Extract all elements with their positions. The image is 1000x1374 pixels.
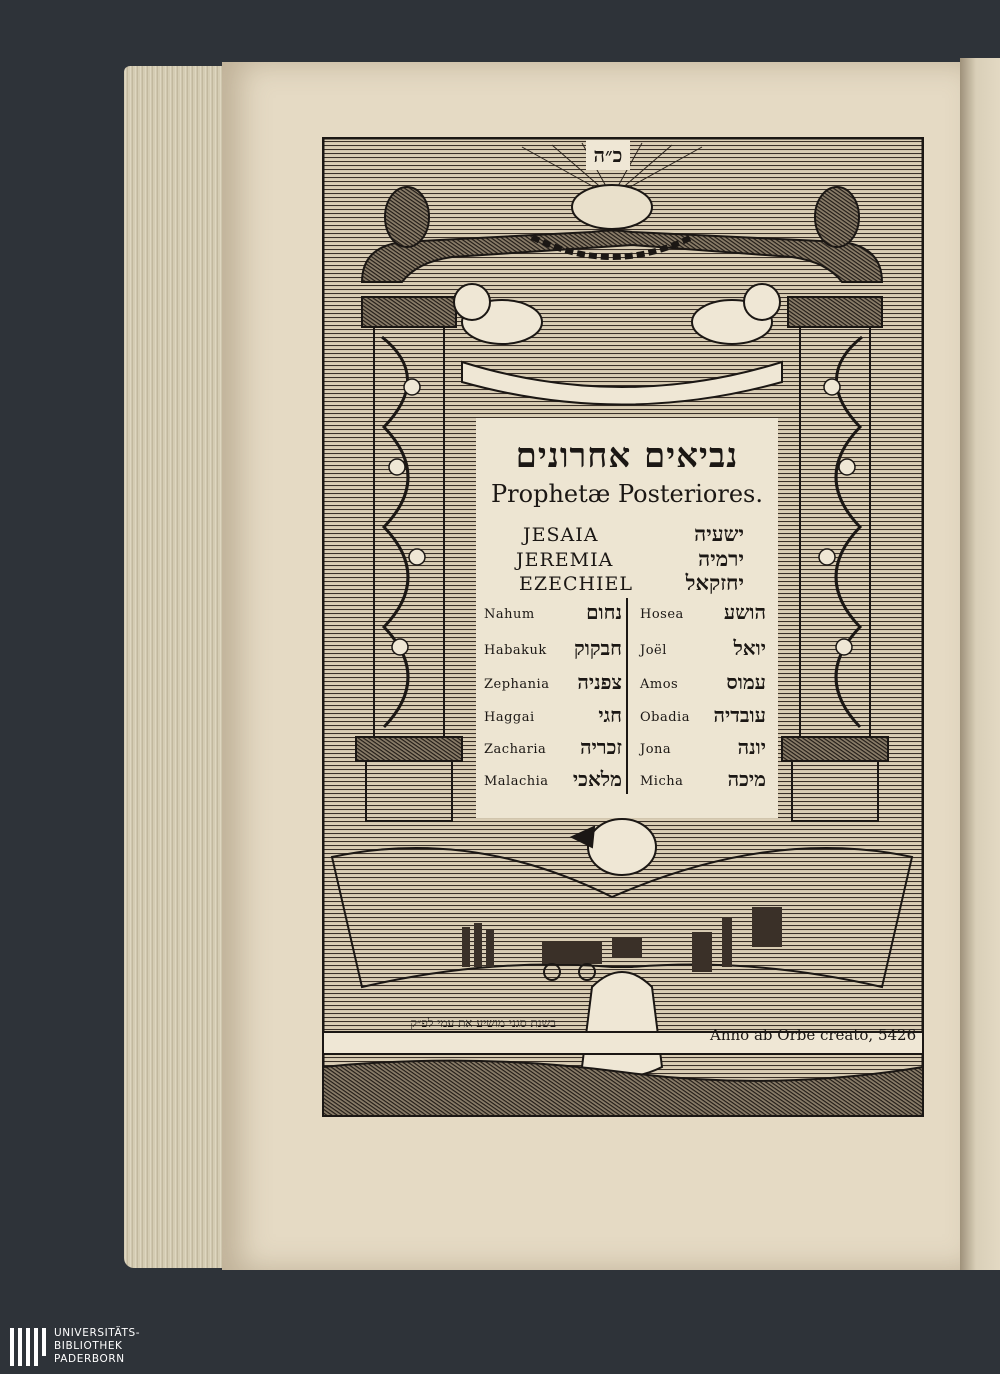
minor-prophet-hebrew: מיכה [727, 767, 766, 791]
minor-prophet-latin: Amos [640, 677, 679, 692]
column-divider [626, 598, 628, 794]
minor-prophet-hebrew: חגי [598, 703, 622, 727]
minor-prophet-hebrew: נחום [586, 600, 622, 624]
minor-prophet-latin: Malachia [484, 774, 549, 789]
major-prophet-hebrew: יחזקאל [685, 570, 744, 595]
minor-prophet-latin: Zephania [484, 677, 550, 692]
minor-prophet-hebrew: יואל [733, 636, 766, 660]
minor-prophet-hebrew: צפניה [577, 670, 622, 694]
logo-line: BIBLIOTHEK [54, 1340, 123, 1352]
book-page-edges [124, 66, 232, 1268]
logo-line: PADERBORN [54, 1353, 125, 1365]
minor-prophet-hebrew: עמוס [726, 670, 766, 694]
major-prophet-hebrew: ישעיה [694, 521, 744, 546]
minor-prophet-latin: Zacharia [484, 742, 547, 757]
major-prophet-latin: EZECHIEL [519, 573, 634, 595]
footer-strip [0, 1322, 1000, 1374]
facing-page-edge [960, 58, 1000, 1270]
footer-latin-date: Anno ab Orbe creato, 5426 [710, 1026, 917, 1044]
minor-prophet-latin: Nahum [484, 607, 535, 622]
title-latin: Prophetæ Posteriores. [491, 480, 763, 508]
major-prophet-latin: JEREMIA [516, 549, 614, 571]
minor-prophet-latin: Haggai [484, 710, 535, 725]
major-prophet-hebrew: ירמיה [698, 546, 744, 571]
minor-prophet-hebrew: יונה [737, 735, 766, 759]
library-logo-icon [10, 1326, 48, 1368]
minor-prophet-hebrew: זכריה [580, 735, 622, 759]
minor-prophet-hebrew: עובדיה [713, 703, 766, 727]
minor-prophet-hebrew: חבקוק [574, 636, 622, 660]
minor-prophet-latin: Habakuk [484, 643, 547, 658]
minor-prophet-hebrew: מלאכי [572, 767, 622, 791]
logo-line: UNIVERSITÄTS- [54, 1327, 141, 1339]
minor-prophet-latin: Micha [640, 774, 684, 789]
title-hebrew: נביאים אחרונים [515, 436, 739, 476]
minor-prophet-latin: Jona [640, 742, 672, 757]
minor-prophet-latin: Joël [640, 643, 667, 658]
minor-prophet-latin: Hosea [640, 607, 684, 622]
library-logo-text [54, 1327, 140, 1366]
minor-prophet-latin: Obadia [640, 710, 690, 725]
minor-prophet-hebrew: הושע [723, 600, 766, 624]
major-prophet-latin: JESAIA [523, 524, 599, 546]
page-number: כ״ה [586, 140, 630, 170]
footer-hebrew-date: בשנת סגני מושיע את עמי לפ״ק [410, 1016, 556, 1030]
